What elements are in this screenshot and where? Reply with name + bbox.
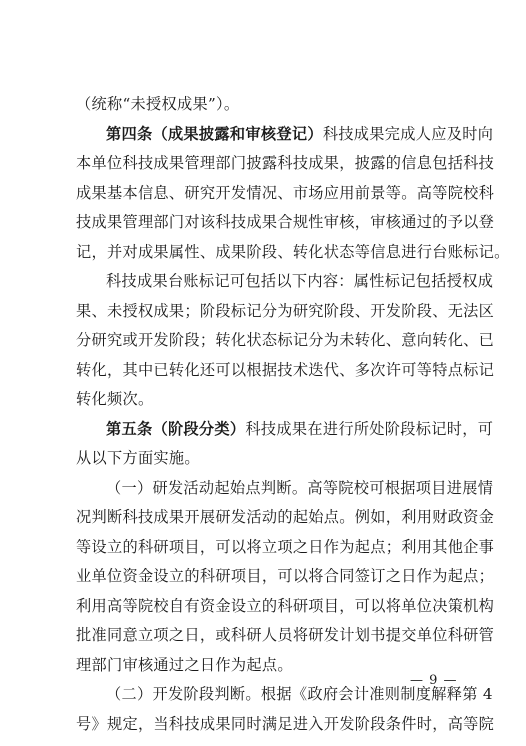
text-line (76, 710, 495, 740)
text-span: （一）研发活动起始点判断。高等院校可根据项目进展情 (106, 478, 494, 497)
text-line (76, 385, 476, 415)
text-line (76, 356, 495, 386)
text-line (76, 208, 495, 238)
text-line (76, 297, 495, 327)
text-span: 号》规定，当科技成果同时满足进入开发阶段条件时，高等院 (76, 714, 495, 733)
text-span: 转化频次。 (76, 390, 154, 408)
text-span: 从以下方面实施。 (76, 449, 200, 467)
text-span: 本单位科技成果管理部门披露科技成果，披露的信息包括科技 (76, 154, 495, 172)
text-span: 况判断科技成果开展研发活动的起始点。例如，利用财政资金 (76, 508, 495, 526)
text-line (76, 562, 495, 592)
text-span: 成果基本信息、研究开发情况、市场应用前景等。高等院校科 (76, 183, 495, 202)
text-span: 分研究或开发阶段；转化状态标记分为未转化、意向转化、已 (76, 331, 495, 349)
text-span: 科技成果完成人应及时向 (322, 124, 494, 143)
text-line (76, 533, 495, 563)
text-line (76, 474, 494, 504)
text-line (76, 267, 494, 297)
text-span: 科技成果在进行所处阶段标记时，可 (245, 419, 494, 438)
text-span: 科技成果台账标记可包括以下内容：属性标记包括授权成 (106, 272, 494, 290)
text-span: 理部门审核通过之日作为起点。 (76, 655, 293, 674)
text-span: 果、未授权成果；阶段标记分为研究阶段、开发阶段、无法区 (76, 301, 495, 320)
text-line (76, 238, 510, 268)
article-heading: 第五条（阶段分类） (106, 419, 246, 438)
text-span: 利用高等院校自有资金设立的科研项目，可以将单位决策机构 (76, 596, 495, 615)
page-number: — 9 — (410, 673, 458, 688)
text-line (76, 503, 495, 533)
text-span: 记，并对成果属性、成果阶段、转化状态等信息进行台账标记。 (76, 242, 510, 261)
article-heading: 第四条（成果披露和审核登记） (106, 124, 323, 143)
text-line (76, 179, 495, 209)
text-span: 业单位资金设立的科研项目，可以将合同签订之日作为起点； (76, 567, 495, 585)
text-span: 批准同意立项之日，或科研人员将研发计划书提交单位科研管 (76, 626, 495, 644)
text-line (76, 90, 476, 120)
text-line (76, 444, 476, 474)
text-line (76, 326, 495, 356)
text-span: 技成果管理部门对该科技成果合规性审核，审核通过的予以登 (76, 213, 495, 231)
text-span: 等设立的科研项目，可以将立项之日作为起点；利用其他企事 (76, 537, 495, 556)
text-line (76, 415, 494, 445)
body-text (76, 90, 510, 739)
text-span: （二）开发阶段判断。根据《政府会计准则制度解释第 4 (106, 685, 493, 703)
text-line (76, 621, 495, 651)
text-span: （统称“未授权成果”）。 (76, 95, 240, 113)
text-span: 转化，其中已转化还可以根据技术迭代、多次许可等特点标记 (76, 360, 495, 379)
text-line (76, 120, 494, 150)
text-line (76, 149, 495, 179)
text-line (76, 592, 495, 622)
